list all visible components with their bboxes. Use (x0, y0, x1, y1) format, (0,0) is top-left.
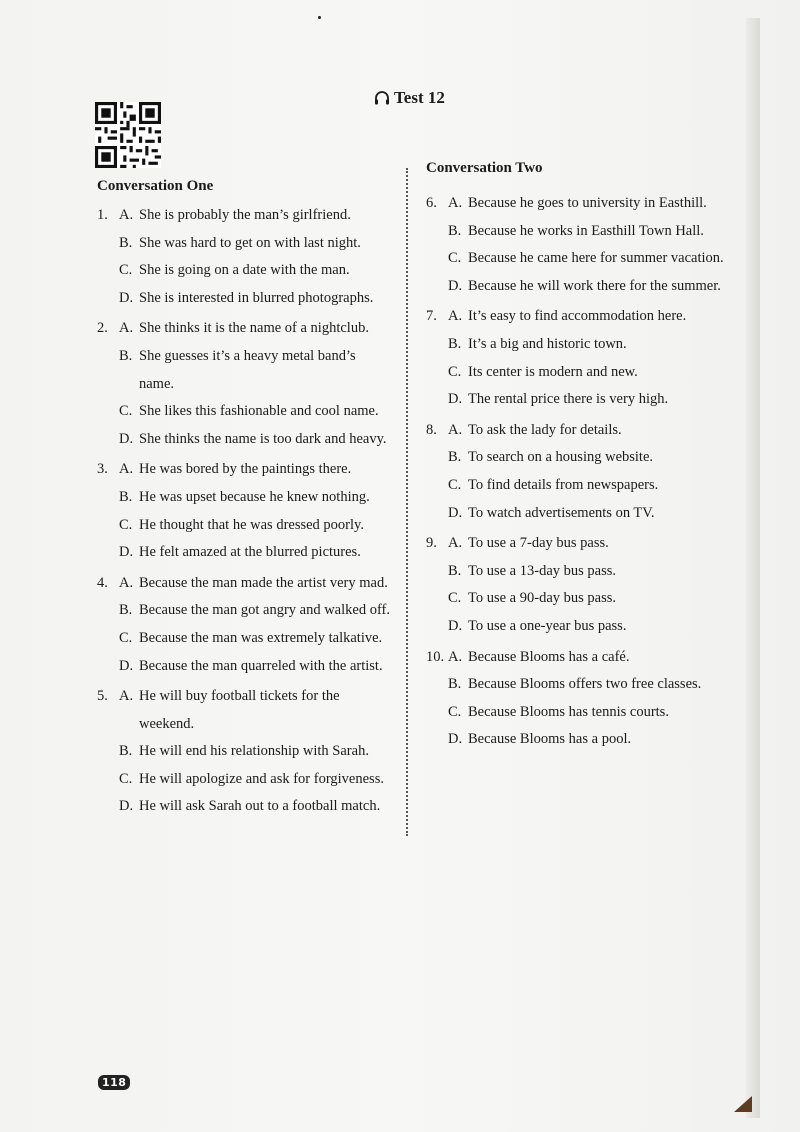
option-text: It’s a big and historic town. (468, 335, 627, 352)
option-text: She is interested in blurred photographs. (139, 289, 374, 306)
option-text: He thought that he was dressed poorly. (139, 516, 364, 533)
option-letter: B. (119, 234, 133, 251)
option-text: Its center is modern and new. (468, 363, 638, 380)
option-text: Because Blooms has a pool. (468, 731, 632, 748)
option-letter: B. (119, 602, 133, 619)
page-number: 118 (98, 1075, 130, 1090)
option-letter: C. (119, 403, 133, 420)
column-divider (406, 168, 408, 836)
option-text: He was bored by the paintings there. (139, 461, 352, 478)
title-text: Test 12 (394, 88, 445, 107)
answer-option[interactable] (426, 671, 730, 699)
option-text: Because the man was extremely talkative. (139, 629, 383, 646)
answer-option[interactable] (97, 766, 394, 794)
option-text: Because the man made the artist very mad. (139, 574, 388, 591)
option-letter: C. (448, 250, 462, 267)
answer-option[interactable] (426, 386, 730, 414)
question-item (97, 570, 394, 680)
option-text: She guesses it’s a heavy metal band’s name. (139, 347, 356, 392)
speck (318, 16, 321, 19)
option-letter: A. (448, 308, 463, 325)
option-text: It’s easy to find accommodation here. (468, 308, 687, 325)
answer-option[interactable] (426, 699, 730, 727)
option-letter: D. (448, 504, 463, 521)
question-number: 1. (97, 207, 108, 223)
option-letter: C. (448, 590, 462, 607)
option-letter: A. (448, 648, 463, 665)
answer-option[interactable] (97, 315, 394, 343)
option-letter: A. (119, 461, 134, 478)
heading-conversation-two: Conversation Two (426, 160, 543, 176)
option-letter: B. (119, 743, 133, 760)
option-text: Because he works in Easthill Town Hall. (468, 222, 704, 239)
option-letter: C. (119, 770, 133, 787)
option-letter: C. (119, 516, 133, 533)
option-letter: B. (448, 222, 462, 239)
answer-option[interactable] (426, 303, 730, 331)
option-letter: C. (448, 476, 462, 493)
right-column (426, 190, 730, 754)
option-text: Because Blooms has tennis courts. (468, 703, 669, 720)
option-letter: A. (448, 195, 463, 211)
question-number: 5. (97, 688, 108, 705)
option-letter: D. (448, 391, 463, 408)
option-letter: B. (448, 449, 462, 466)
question-number: 6. (426, 195, 437, 211)
option-text: To use a 7-day bus pass. (468, 535, 609, 552)
option-text: Because the man quarreled with the artist. (139, 657, 383, 674)
answer-option[interactable] (97, 597, 394, 625)
answer-option[interactable] (97, 426, 394, 454)
option-text: He felt amazed at the blurred pictures. (139, 544, 361, 561)
option-text: Because he will work there for the summer. (468, 277, 721, 294)
option-letter: A. (448, 421, 463, 438)
option-text: She likes this fashionable and cool name. (139, 403, 379, 420)
option-text: He will end his relationship with Sarah. (139, 743, 369, 760)
answer-option[interactable] (97, 343, 394, 398)
answer-option[interactable] (97, 484, 394, 512)
option-text: To use a one-year bus pass. (468, 617, 627, 634)
option-text: Because he goes to university in Easthill. (468, 195, 707, 211)
left-column (97, 202, 394, 821)
question-item (426, 644, 730, 754)
option-letter: A. (119, 320, 134, 337)
option-text: To search on a housing website. (468, 449, 654, 466)
question-number: 9. (426, 535, 437, 552)
answer-option[interactable] (97, 512, 394, 540)
heading-conversation-one: Conversation One (97, 178, 214, 194)
option-text: To find details from newspapers. (468, 476, 659, 493)
question-item (426, 190, 730, 300)
option-letter: B. (119, 488, 133, 505)
page-corner (734, 1096, 752, 1112)
answer-option[interactable] (97, 202, 394, 230)
option-text: He will ask Sarah out to a football match. (139, 798, 381, 815)
answer-option[interactable] (426, 359, 730, 387)
option-letter: D. (448, 277, 463, 294)
option-letter: A. (119, 688, 134, 705)
question-number: 10. (426, 648, 445, 665)
answer-option[interactable] (426, 530, 730, 558)
answer-option[interactable] (426, 417, 730, 445)
option-text: Because Blooms has a café. (468, 648, 630, 665)
option-text: To use a 90-day bus pass. (468, 590, 616, 607)
option-letter: C. (119, 262, 133, 279)
option-text: To ask the lady for details. (468, 421, 622, 438)
answer-option[interactable] (97, 257, 394, 285)
option-text: She is going on a date with the man. (139, 262, 350, 279)
answer-option[interactable] (97, 570, 394, 598)
option-text: She was hard to get on with last night. (139, 234, 361, 251)
answer-option[interactable] (426, 273, 730, 301)
option-letter: D. (119, 289, 134, 306)
option-letter: D. (119, 430, 134, 447)
answer-option[interactable] (97, 793, 394, 821)
question-number: 8. (426, 421, 437, 438)
option-letter: C. (448, 703, 462, 720)
answer-option[interactable] (97, 539, 394, 567)
option-letter: C. (448, 363, 462, 380)
question-number: 3. (97, 461, 108, 478)
answer-option[interactable] (426, 500, 730, 528)
option-text: She is probably the man’s girlfriend. (139, 207, 351, 223)
option-text: The rental price there is very high. (468, 391, 669, 408)
answer-option[interactable] (426, 472, 730, 500)
page-title (374, 88, 445, 108)
option-letter: B. (448, 562, 462, 579)
answer-option[interactable] (97, 230, 394, 258)
option-letter: D. (448, 617, 463, 634)
question-item (97, 683, 394, 821)
option-letter: A. (448, 535, 463, 552)
option-text: She thinks the name is too dark and heavy. (139, 430, 387, 447)
question-number: 7. (426, 308, 437, 325)
option-letter: D. (448, 731, 463, 748)
answer-option[interactable] (426, 558, 730, 586)
page-edge (746, 18, 760, 1118)
answer-option[interactable] (426, 726, 730, 754)
question-item (426, 303, 730, 413)
option-text: Because Blooms offers two free classes. (468, 676, 702, 693)
answer-option[interactable] (97, 456, 394, 484)
answer-option[interactable] (426, 190, 730, 218)
question-item (426, 417, 730, 527)
option-text: He will buy football tickets for the weekend. (139, 688, 340, 732)
answer-option[interactable] (97, 738, 394, 766)
answer-option[interactable] (97, 653, 394, 681)
answer-option[interactable] (97, 625, 394, 653)
headphones-icon (374, 90, 390, 106)
answer-option[interactable] (426, 444, 730, 472)
option-letter: D. (119, 798, 134, 815)
option-letter: A. (119, 574, 134, 591)
option-letter: D. (119, 544, 134, 561)
option-text: She thinks it is the name of a nightclub. (139, 320, 369, 337)
answer-option[interactable] (97, 398, 394, 426)
question-number: 4. (97, 574, 108, 591)
option-text: Because the man got angry and walked off. (139, 602, 390, 619)
question-item (426, 530, 730, 640)
question-item (97, 202, 394, 312)
answer-option[interactable] (97, 683, 394, 738)
question-item (97, 456, 394, 566)
option-text: Because he came here for summer vacation. (468, 250, 724, 267)
answer-option[interactable] (426, 218, 730, 246)
answer-option[interactable] (426, 644, 730, 672)
option-letter: B. (448, 676, 462, 693)
option-letter: B. (119, 347, 133, 364)
option-letter: B. (448, 335, 462, 352)
option-text: He was upset because he knew nothing. (139, 488, 370, 505)
answer-option[interactable] (426, 245, 730, 273)
answer-option[interactable] (426, 613, 730, 641)
answer-option[interactable] (426, 585, 730, 613)
option-text: To use a 13-day bus pass. (468, 562, 616, 579)
answer-option[interactable] (426, 331, 730, 359)
question-item (97, 315, 394, 453)
option-letter: A. (119, 207, 134, 223)
option-letter: C. (119, 629, 133, 646)
qr-code-icon[interactable] (95, 102, 161, 168)
question-number: 2. (97, 320, 108, 337)
option-text: He will apologize and ask for forgiveness. (139, 770, 384, 787)
answer-option[interactable] (97, 285, 394, 313)
option-text: To watch advertisements on TV. (468, 504, 655, 521)
option-letter: D. (119, 657, 134, 674)
